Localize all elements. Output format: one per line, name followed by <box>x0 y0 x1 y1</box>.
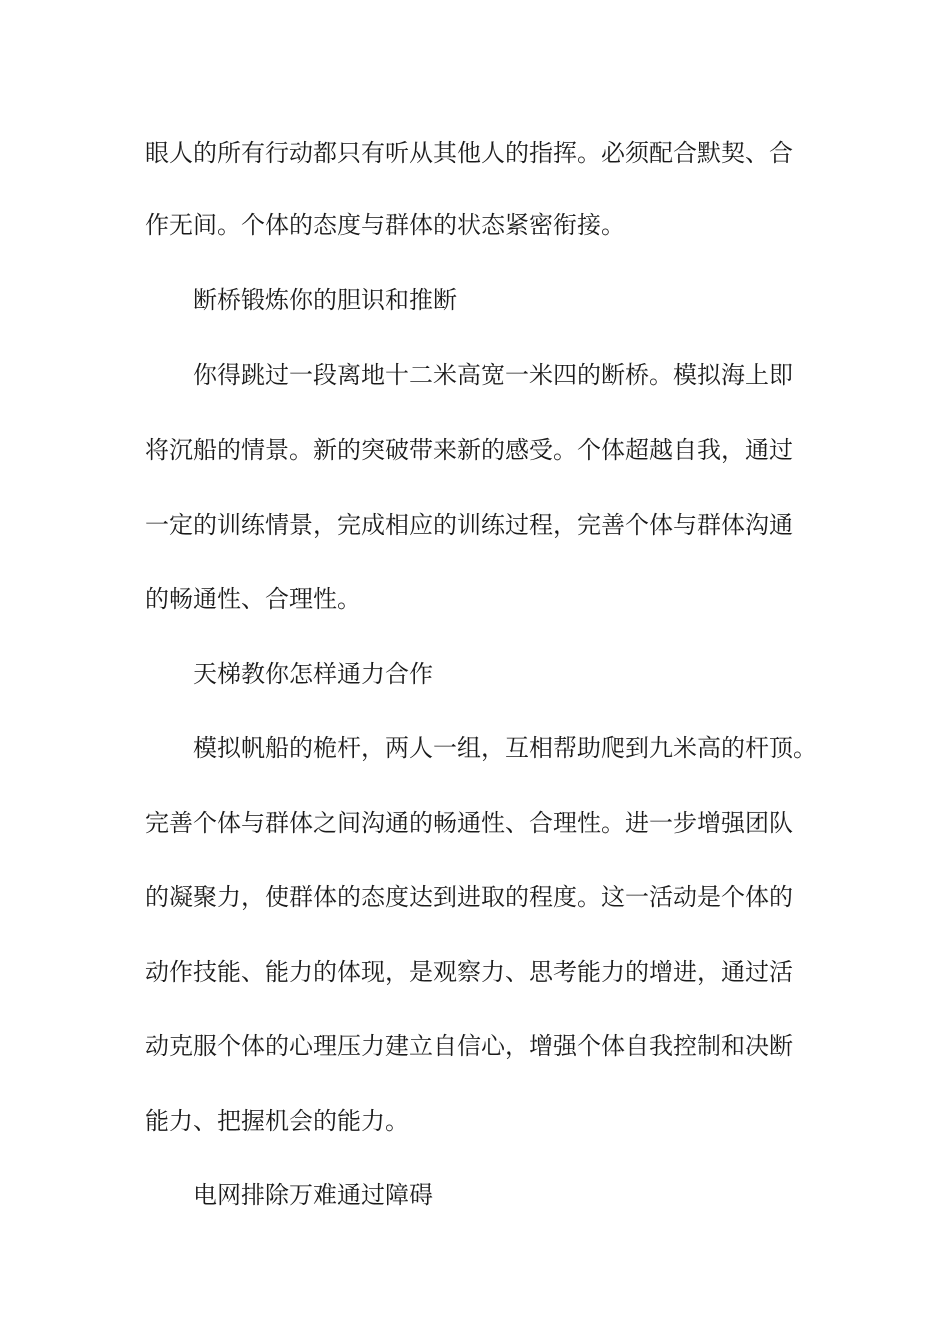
paragraph-line: 完善个体与群体之间沟通的畅通性、合理性。进一步增强团队 <box>145 809 793 837</box>
paragraph-line: 模拟帆船的桅杆，两人一组，互相帮助爬到九米高的杆顶。 <box>193 734 817 762</box>
paragraph-line: 动作技能、能力的体现，是观察力、思考能力的增进，通过活 <box>145 958 793 986</box>
paragraph-line: 的畅通性、合理性。 <box>145 585 361 613</box>
paragraph-line: 的凝聚力，使群体的态度达到进取的程度。这一活动是个体的 <box>145 883 793 911</box>
paragraph-line: 动克服个体的心理压力建立自信心，增强个体自我控制和决断 <box>145 1032 793 1060</box>
paragraph-line: 能力、把握机会的能力。 <box>145 1107 409 1135</box>
section-heading: 天梯教你怎样通力合作 <box>193 660 433 688</box>
paragraph-line: 你得跳过一段离地十二米高宽一米四的断桥。模拟海上即 <box>193 361 793 389</box>
paragraph-line: 作无间。个体的态度与群体的状态紧密衔接。 <box>145 211 625 239</box>
section-heading: 电网排除万难通过障碍 <box>193 1181 433 1209</box>
paragraph-line: 眼人的所有行动都只有听从其他人的指挥。必须配合默契、合 <box>145 139 793 167</box>
section-heading: 断桥锻炼你的胆识和推断 <box>193 286 457 314</box>
paragraph-line: 将沉船的情景。新的突破带来新的感受。个体超越自我，通过 <box>145 436 793 464</box>
paragraph-line: 一定的训练情景，完成相应的训练过程，完善个体与群体沟通 <box>145 511 793 539</box>
